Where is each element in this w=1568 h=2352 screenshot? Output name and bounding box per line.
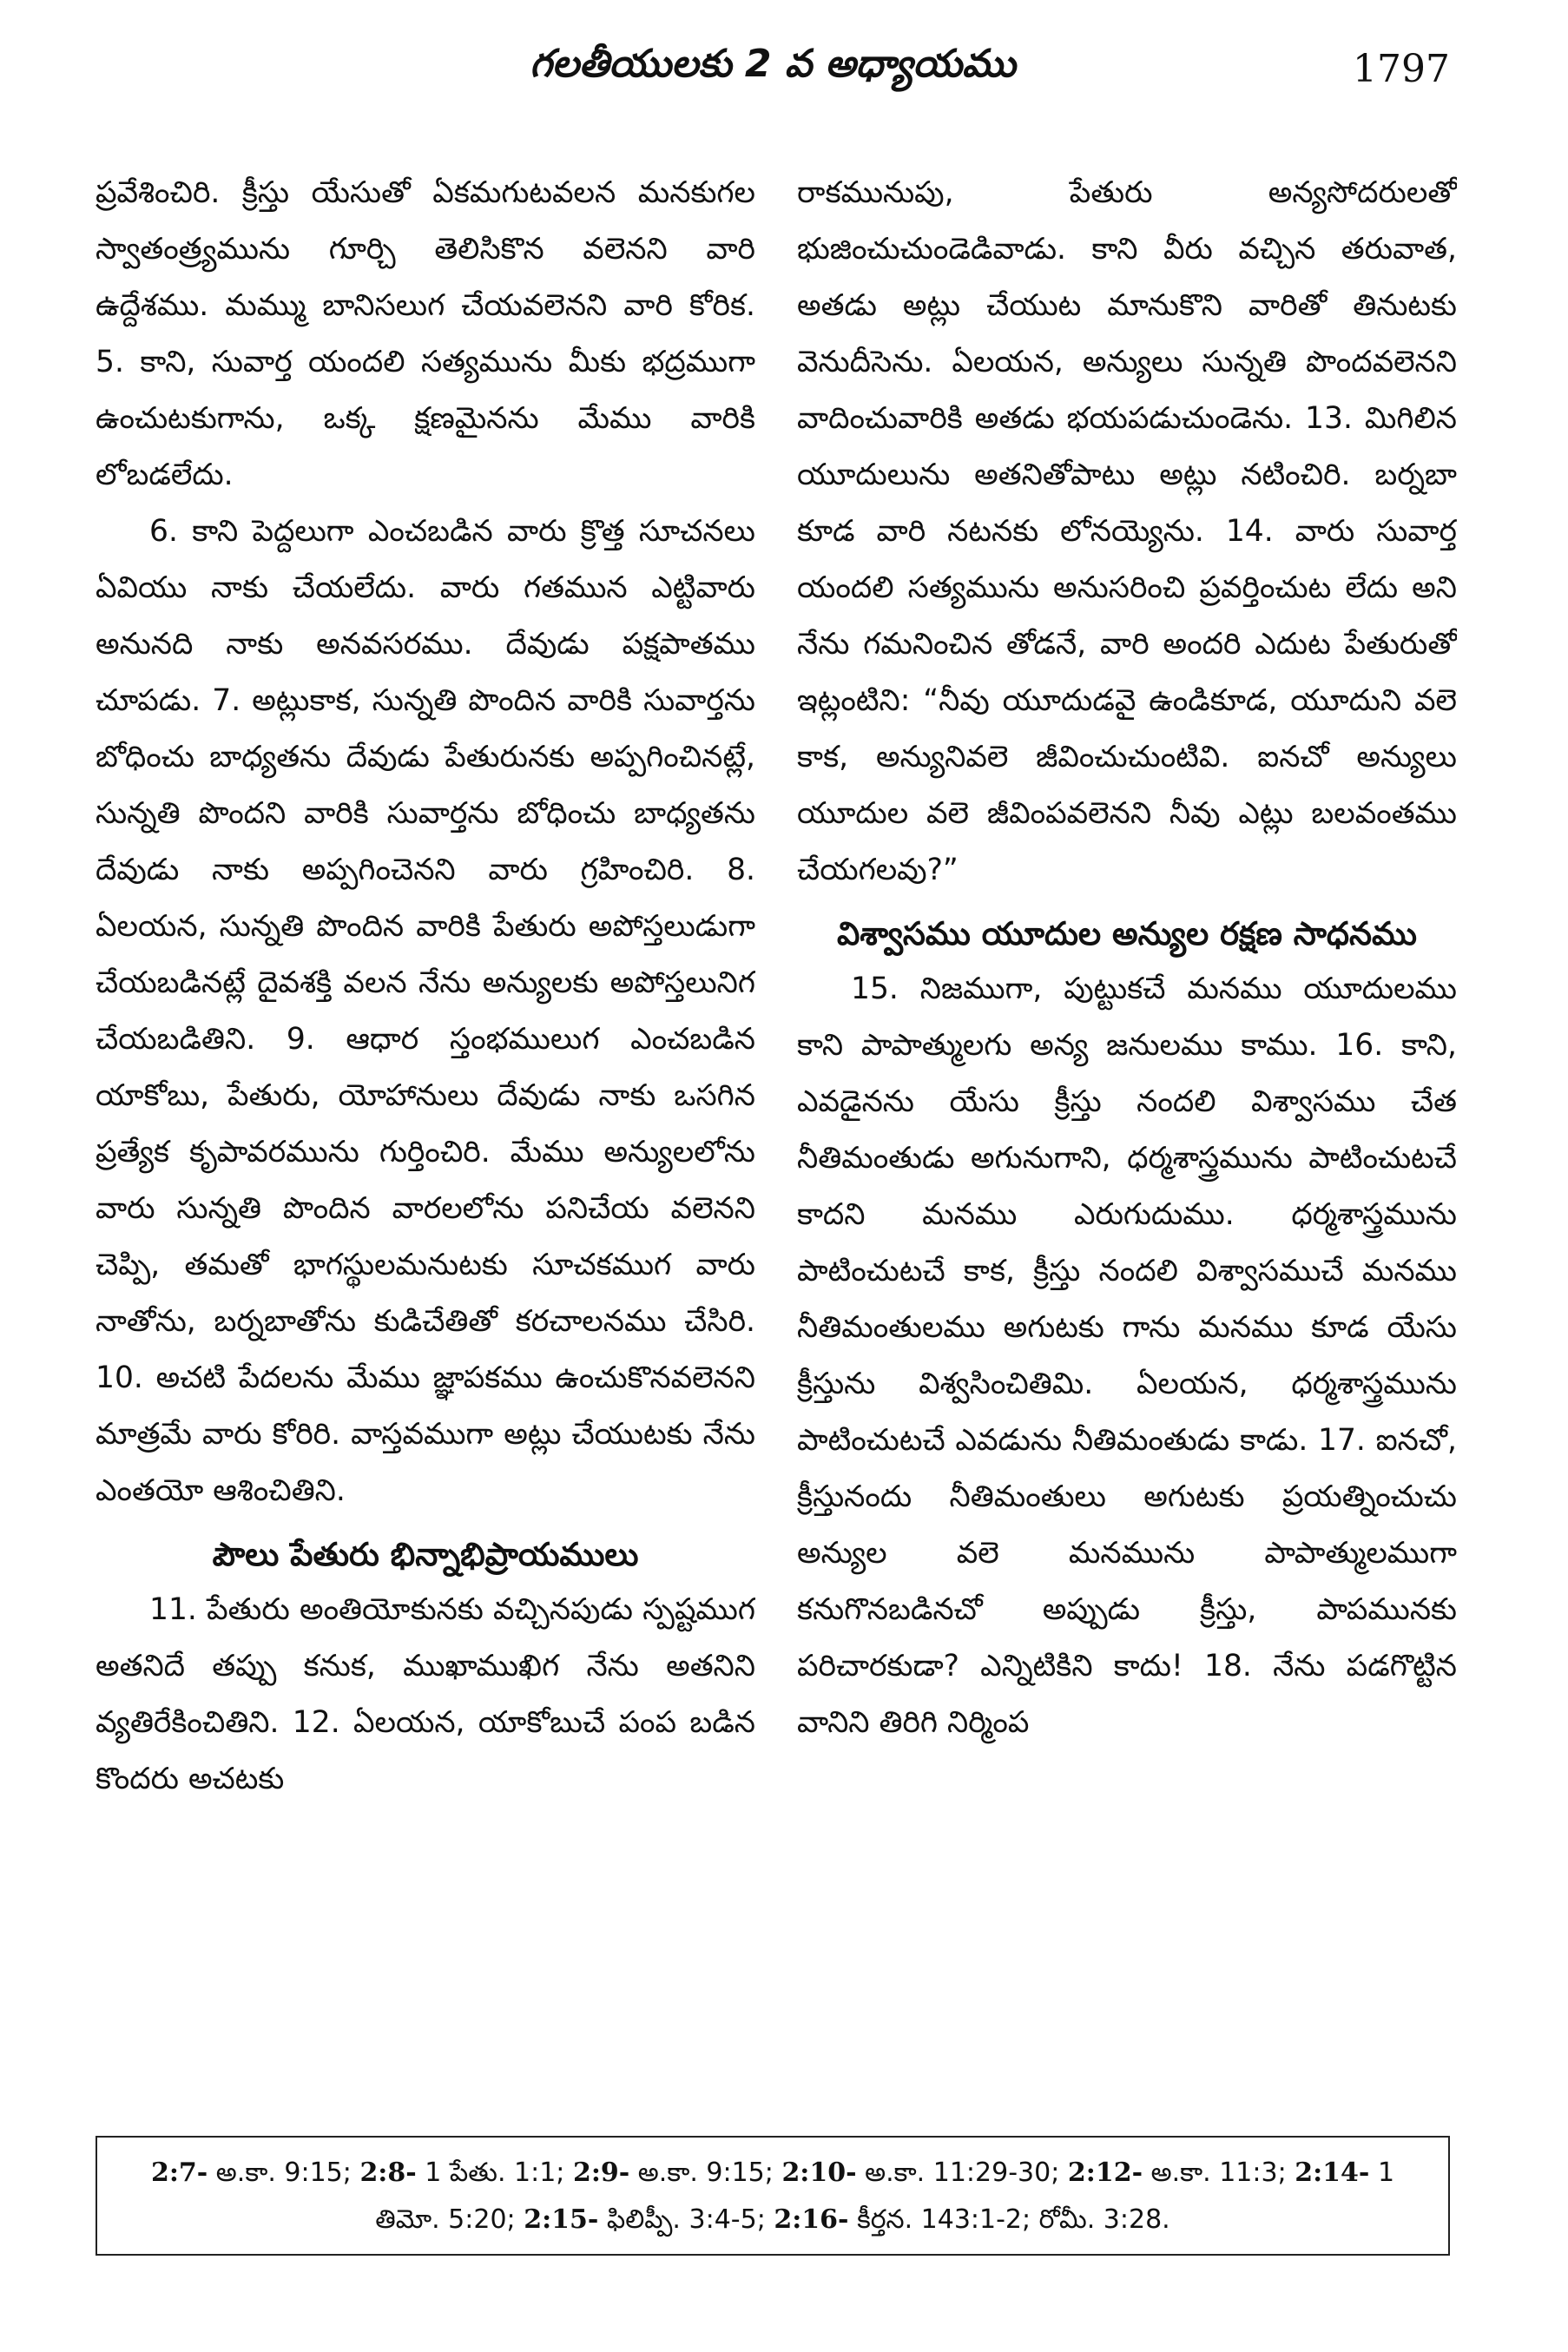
footnote-2-16	[774, 2204, 1169, 2235]
footnote-2-9	[573, 2158, 774, 2188]
footnote-text: ఫిలిప్పీ. 3:4-5;	[606, 2204, 766, 2235]
page-number: 1797	[1353, 47, 1450, 91]
footnote-text: 1 పేతు. 1:1;	[425, 2158, 565, 2188]
footnote-ref: 2:7-	[150, 2158, 208, 2188]
footnote-ref: 2:16-	[774, 2204, 849, 2235]
footnote-2-12	[1068, 2158, 1287, 2188]
footnote-ref: 2:14-	[1295, 2158, 1370, 2188]
paragraph-verses-11-12: 11. పేతురు అంతియోకునకు వచ్చినపుడు స్పష్టముగ అతనిదే తప్పు కనుక, ముఖాముఖిగ నేను అతనిని వ్యతిరేకించితిని. 12. ఏలయన, యాకోబుచే పంప బడిన కొందరు అచటకు	[96, 1592, 755, 1796]
paragraph-verses-15-18: 15. నిజముగా, పుట్టుకచే మనము యూదులము కాని పాపాత్ములగు అన్య జనులము కాము. 16. కాని, ఎవడైనను యేసు క్రీస్తు నందలి విశ్వాసము చేత నీతిమంతుడు అగునుగాని, ధర్మశాస్త్రమును పాటించుటచే కాదని మనము ఎరుగుదుము. ధర్మశాస్త్రమును పాటించుటచే కాక, క్రీస్తు నందలి విశ్వాసముచే మనము నీతిమంతులము అగుటకు గాను మనము కూడ యేసు క్రీస్తును విశ్వసించితిమి. ఏలయన, ధర్మశాస్త్రమును పాటించుటచే ఎవడును నీతిమంతుడు కాడు. 17. ఐనచో, క్రీస్తునందు నీతిమంతులు అగుటకు ప్రయత్నించుచు అన్యుల వలె మనమును పాపాత్ములముగా కనుగొనబడినచో అప్పుడు క్రీస్తు, పాపమునకు పరిచారకుడా? ఎన్నిటికిని కాదు! 18. నేను పడగొట్టిన వానిని తిరిగి నిర్మింప	[797, 972, 1457, 1740]
paragraph-verses-4-5: ప్రవేశించిరి. క్రీస్తు యేసుతో ఏకమగుటవలన మనకుగల స్వాతంత్ర్యమును గూర్చి తెలిసికొన వలెనని వారి ఉద్దేశము. మమ్ము బానిసలుగ చేయవలెనని వారి కోరిక. 5. కాని, సువార్త యందలి సత్యమును మీకు భద్రముగా ఉంచుటకుగాను, ఒక్క క్షణమైనను మేము వారికి లోబడలేదు.	[96, 175, 755, 492]
footnote-text: అ.కా. 11:29-30;	[865, 2158, 1060, 2188]
section-heading-paul-peter: పౌలు పేతురు భిన్నాభిప్రాయములు	[212, 1536, 639, 1573]
footnote-text: 1 తిమో. 5:20;	[375, 2158, 1395, 2235]
running-title: గలతీయులకు 2 వ అధ్యాయము	[530, 42, 1016, 86]
footnote-ref: 2:8-	[359, 2158, 417, 2188]
footnote-2-8	[359, 2158, 564, 2188]
left-column	[96, 165, 755, 2127]
footnote-ref: 2:9-	[572, 2158, 630, 2188]
footnote-ref: 2:15-	[524, 2204, 599, 2235]
footnote-2-10	[781, 2158, 1059, 2188]
paragraph-verses-12-14: రాకమునుపు, పేతురు అన్యసోదరులతో భుజించుచుండెడివాడు. కాని వీరు వచ్చిన తరువాత, అతడు అట్లు చేయుట మానుకొని వారితో తినుటకు వెనుదీసెను. ఏలయన, అన్యులు సున్నతి పొందవలెనని వాదించువారికి అతడు భయపడుచుండెను. 13. మిగిలిన యూదులును అతనితోపాటు అట్లు నటించిరి. బర్నబా కూడ వారి నటనకు లోనయ్యెను. 14. వారు సువార్త యందలి సత్యమును అనుసరించి ప్రవర్తించుట లేదు అని నేను గమనించిన తోడనే, వారి అందరి ఎదుట పేతురుతో ఇట్లంటిని: “నీవు యూదుడవై ఉండికూడ, యూదుని వలె కాక, అన్యునివలె జీవించుచుంటివి. ఐనచో అన్యులు యూదుల వలె జీవింపవలెనని నీవు ఎట్లు బలవంతము చేయగలవు?”	[797, 175, 1457, 887]
footnote-ref: 2:10-	[781, 2158, 857, 2188]
page-header	[96, 42, 1450, 111]
section-heading-faith: విశ్వాసము యూదుల అన్యుల రక్షణ సాధనము	[837, 915, 1417, 952]
cross-reference-box	[96, 2136, 1450, 2256]
footnote-text: కీర్తన. 143:1-2; రోమీ. 3:28.	[857, 2204, 1170, 2235]
footnote-2-15	[524, 2204, 766, 2235]
footnote-ref: 2:12-	[1067, 2158, 1143, 2188]
footnote-text: అ.కా. 9:15;	[215, 2158, 352, 2188]
paragraph-verses-6-10: 6. కాని పెద్దలుగా ఎంచబడిన వారు క్రొత్త సూచనలు ఏవియు నాకు చేయలేదు. వారు గతమున ఎట్టివారు అనునది నాకు అనవసరము. దేవుడు పక్షపాతము చూపడు. 7. అట్లుకాక, సున్నతి పొందిన వారికి సువార్తను బోధించు బాధ్యతను దేవుడు పేతురునకు అప్పగించినట్లే, సున్నతి పొందని వారికి సువార్తను బోధించు బాధ్యతను దేవుడు నాకు అప్పగించెనని వారు గ్రహించిరి. 8. ఏలయన, సున్నతి పొందిన వారికి పేతురు అపోస్తలుడుగా చేయబడినట్లే దైవశక్తి వలన నేను అన్యులకు అపోస్తలునిగ చేయబడితిని. 9. ఆధార స్తంభములుగ ఎంచబడిన యాకోబు, పేతురు, యోహానులు దేవుడు నాకు ఒసగిన ప్రత్యేక కృపావరమును గుర్తించిరి. మేము అన్యులలోను వారు సున్నతి పొందిన వారలలోను పనిచేయ వలెనని చెప్పి, తమతో భాగస్థులమనుటకు సూచకముగ వారు నాతోను, బర్నబాతోను కుడిచేతితో కరచాలనము చేసిరి. 10. అచటి పేదలను మేము జ్ఞాపకము ఉంచుకొనవలెనని మాత్రమే వారు కోరిరి. వాస్తవముగా అట్లు చేయుటకు నేను ఎంతయో ఆశించితిని.	[96, 514, 755, 1508]
footnote-2-7	[151, 2158, 352, 2188]
footnote-text: అ.కా. 11:3;	[1150, 2158, 1287, 2188]
right-column	[797, 165, 1457, 2127]
footnote-text: అ.కా. 9:15;	[637, 2158, 774, 2188]
